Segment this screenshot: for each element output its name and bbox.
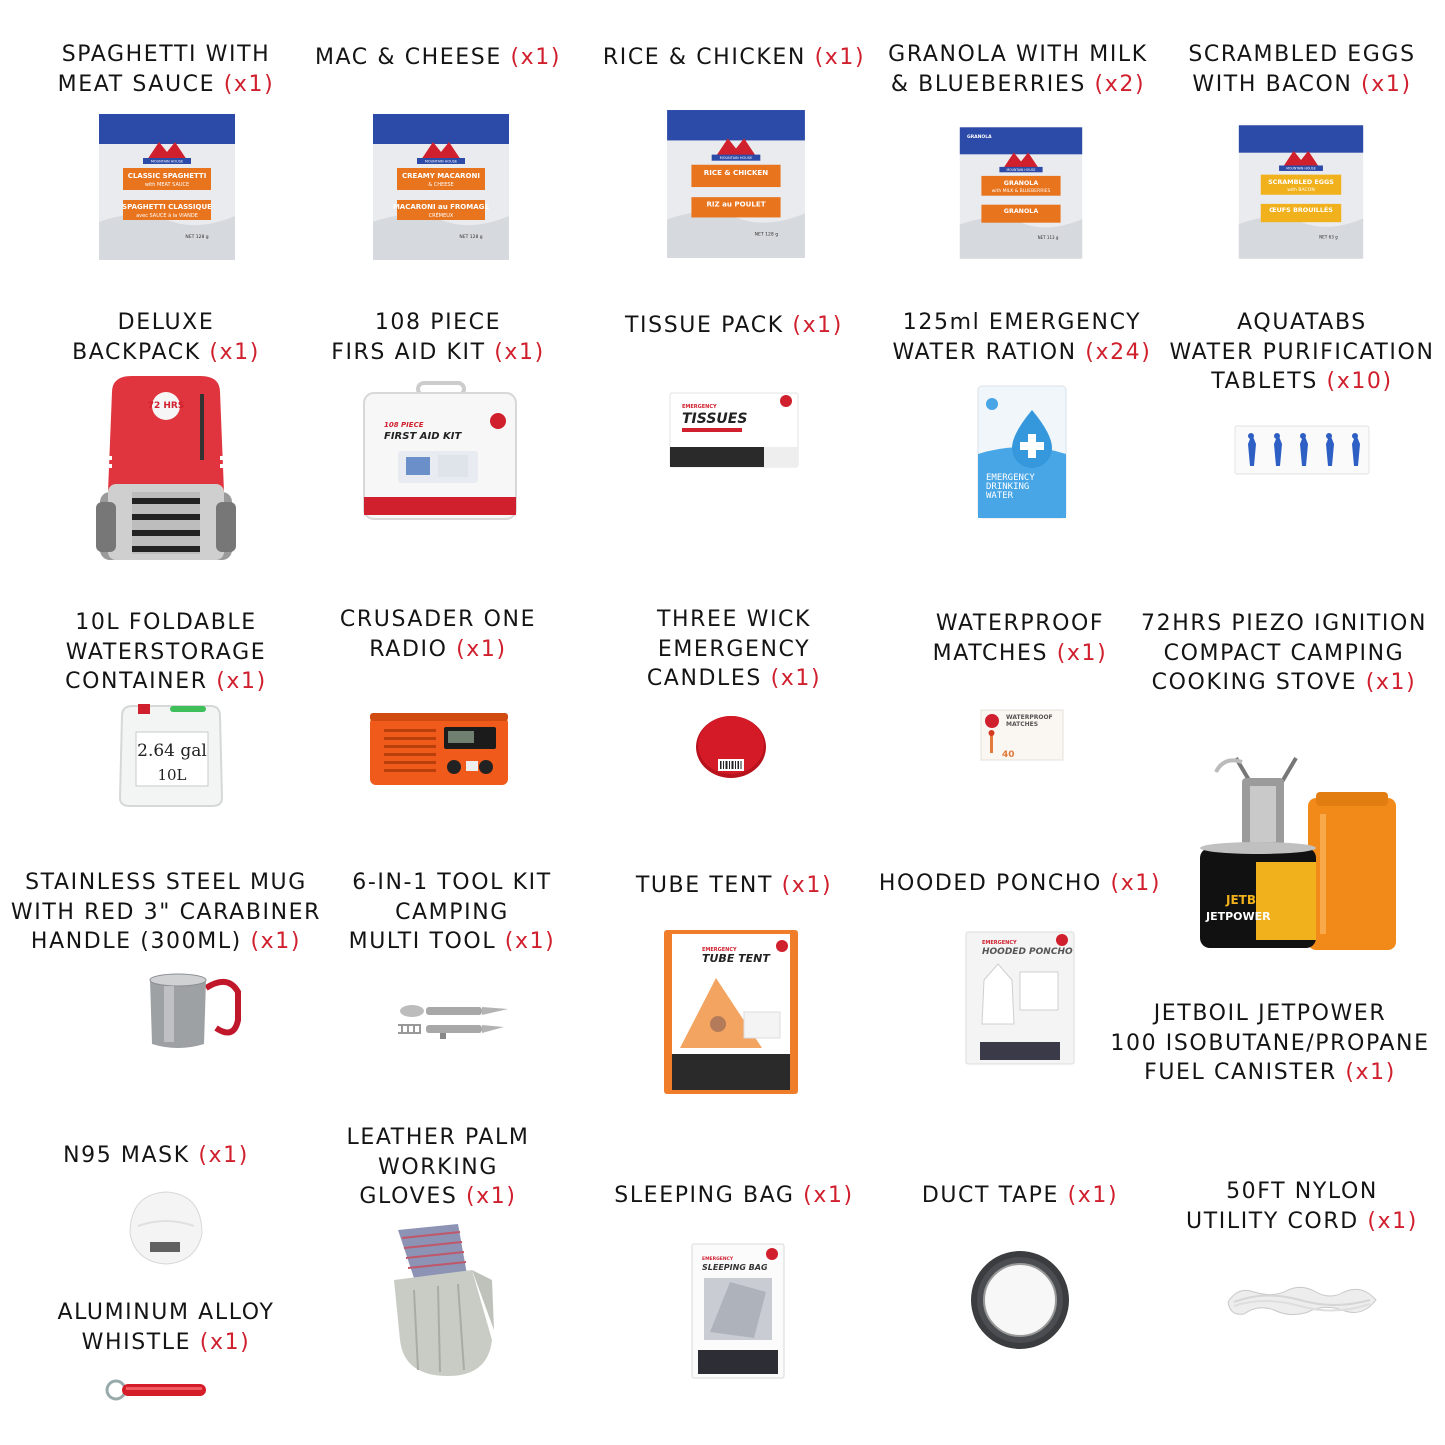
item-quantity: (x1) [770, 666, 822, 691]
pouch-title-line-2: with BACON [1287, 188, 1315, 194]
item-label-21 [57, 1298, 274, 1357]
item-quantity: (x1) [198, 1143, 249, 1168]
item-quantity: (x1) [1067, 1183, 1119, 1208]
item-label-22 [346, 1123, 529, 1212]
scrambled-eggs-pouch-image [1237, 116, 1365, 268]
item-quantity: (x1) [1361, 71, 1412, 97]
item-name-line: MEAT SAUCE [57, 71, 216, 97]
n95-mask-image [124, 1186, 206, 1268]
spaghetti-pouch-image [97, 112, 237, 262]
pouch-net-weight: NET 128 g [754, 232, 779, 238]
water-container-liters: 10L [157, 766, 187, 784]
item-name-line: GRANOLA WITH MILK [888, 42, 1148, 67]
item-name-line: & BLUEBERRIES [890, 71, 1086, 97]
item-name-line: WATERPROOF [935, 611, 1105, 636]
pouch-title-line-2: & CHEESE [428, 182, 454, 188]
pouch-title-line-1: CREAMY MACARONI [402, 172, 480, 180]
whistle-image [104, 1378, 208, 1402]
item-label-24 [922, 1181, 1118, 1211]
pouch-french-line-2: CRÉMEUX [428, 213, 454, 219]
multi-tool-image [396, 1003, 512, 1039]
item-label-17 [636, 871, 832, 901]
item-quantity: (x1) [1367, 1208, 1418, 1234]
item-quantity: (x1) [1345, 1060, 1396, 1085]
water-container-gallons: 2.64 gal [137, 741, 207, 761]
pouch-title-line-1: GRANOLA [1003, 179, 1039, 187]
item-label-2 [603, 43, 865, 73]
item-quantity: (x1) [199, 1329, 251, 1355]
water-ration-image [976, 384, 1068, 520]
first-aid-kit-image [362, 383, 518, 521]
pouch-brand: MOUNTAIN HOUSE [1006, 167, 1036, 172]
item-name-line: CONTAINER [65, 669, 208, 694]
sleeping-bag-small-text: EMERGENCY [702, 1257, 734, 1262]
tube-tent-small-text: EMERGENCY [702, 947, 737, 953]
poncho-small-text: EMERGENCY [982, 940, 1017, 946]
item-name-line: LEATHER PALM [346, 1125, 530, 1150]
pouch-net-weight: NET 113 g [1037, 234, 1059, 240]
item-name-line: JETBOIL JETPOWER [1153, 1001, 1387, 1026]
mac-cheese-pouch-image [370, 112, 512, 262]
item-name-line: WATER PURIFICATION [1169, 339, 1435, 365]
pouch-net-weight: NET 128 g [185, 235, 209, 240]
item-name-line: MATCHES [932, 640, 1049, 666]
item-name-line: MULTI TOOL [348, 929, 497, 954]
item-quantity: (x10) [1326, 369, 1393, 394]
item-label-8 [893, 308, 1152, 367]
item-name-line: DELUXE [117, 310, 215, 335]
gloves-image [388, 1220, 496, 1378]
matches-text-2: MATCHES [1006, 721, 1039, 728]
item-name-line: DUCT TAPE [921, 1183, 1059, 1208]
pouch-net-weight: NET 128 g [459, 235, 483, 240]
item-name-line: COMPACT CAMPING [1163, 640, 1405, 666]
item-name-line: AQUATABS [1237, 310, 1367, 335]
duct-tape-image [970, 1250, 1070, 1350]
pouch-title-line-2: with MILK & BLUEBERRIES [991, 189, 1051, 195]
candle-image [694, 711, 768, 779]
item-quantity: (x1) [250, 929, 302, 954]
sleeping-bag-title: SLEEPING BAG [702, 1263, 768, 1272]
backpack-image [92, 372, 240, 568]
item-name-line: WITH BACON [1192, 71, 1353, 97]
item-name-line: CRUSADER ONE [339, 607, 537, 632]
item-name-line: 72HRS PIEZO IGNITION [1141, 611, 1427, 636]
item-quantity: (x1) [465, 1184, 517, 1209]
item-quantity: (x1) [216, 669, 267, 694]
item-name-line: GLOVES [359, 1184, 458, 1209]
pouch-french-line-1: ŒUFS BROUILLÉS [1269, 206, 1333, 215]
item-label-19 [1110, 999, 1429, 1088]
item-name-line: 125ml EMERGENCY [902, 310, 1142, 335]
item-name-line: WITH RED 3" CARABINER [10, 899, 322, 925]
matches-image [980, 709, 1064, 761]
item-name-line: 50FT NYLON [1226, 1179, 1378, 1204]
item-label-25 [1186, 1177, 1418, 1236]
item-label-16 [349, 868, 556, 957]
item-label-10 [65, 608, 267, 697]
item-name-line: EMERGENCY [657, 636, 811, 662]
canister-brand: JETBOIL [1226, 893, 1279, 907]
tissue-pack-title: TISSUES [682, 411, 748, 427]
item-label-14 [1141, 609, 1427, 698]
item-name-line: HANDLE (300ML) [30, 929, 242, 954]
item-name-line: N95 MASK [63, 1143, 190, 1168]
pouch-french-line-1: MACARONI au FROMAGE [392, 203, 490, 211]
pouch-brand: MOUNTAIN HOUSE [424, 159, 458, 164]
item-name-line: UTILITY CORD [1186, 1208, 1359, 1234]
item-label-12 [647, 605, 821, 694]
item-label-15 [11, 868, 321, 957]
item-label-0 [58, 40, 275, 99]
item-label-6 [331, 308, 545, 367]
item-name-line: RADIO [369, 636, 448, 662]
backpack-logo-text: 72 HRS [147, 401, 185, 411]
item-quantity: (x1) [456, 636, 507, 662]
item-name-line: 10L FOLDABLE [75, 610, 257, 635]
pouch-brand: MOUNTAIN HOUSE [1286, 166, 1316, 171]
nylon-cord-image [1224, 1282, 1380, 1320]
pouch-title-line-2: with MEAT SAUCE [144, 182, 190, 188]
item-label-18 [879, 869, 1161, 899]
pouch-brand: MOUNTAIN HOUSE [150, 159, 184, 164]
water-ration-text-3: WATER [986, 491, 1014, 501]
item-name-line: TABLETS [1211, 369, 1318, 394]
pouch-french-line-1: SPAGHETTI CLASSIQUE [122, 203, 212, 211]
mug-image [146, 970, 242, 1052]
tube-tent-title: TUBE TENT [702, 952, 770, 965]
item-label-7 [625, 311, 843, 341]
item-name-line: 108 PIECE [374, 310, 502, 335]
item-name-line: WATER RATION [892, 339, 1077, 365]
pouch-title-line-1: SCRAMBLED EGGS [1268, 177, 1334, 186]
matches-count: 40 [1002, 750, 1015, 760]
tube-tent-image [662, 928, 800, 1096]
item-quantity: (x1) [1056, 640, 1108, 666]
water-container-image [116, 702, 226, 808]
item-name-line: ALUMINUM ALLOY [57, 1300, 275, 1325]
item-name-line: CAMPING [395, 899, 509, 925]
item-label-5 [72, 308, 260, 367]
item-name-line: SPAGHETTI WITH [61, 42, 271, 67]
water-ration-text-2: DRINKING [986, 482, 1030, 492]
tissue-pack-image [668, 391, 800, 471]
item-label-3 [888, 40, 1148, 99]
tissue-pack-small-text: EMERGENCY [682, 404, 717, 410]
item-quantity: (x1) [814, 45, 866, 70]
item-label-9 [1170, 308, 1435, 397]
item-name-line: BACKPACK [72, 339, 201, 365]
item-quantity: (x1) [504, 929, 556, 954]
item-label-4 [1188, 40, 1415, 99]
item-quantity: (x1) [803, 1183, 854, 1208]
item-name-line: COOKING STOVE [1151, 670, 1358, 695]
item-name-line: MAC & CHEESE [314, 45, 502, 70]
item-quantity: (x1) [1110, 871, 1162, 896]
stove-and-canister-image [1196, 752, 1400, 950]
item-label-1 [315, 43, 561, 73]
item-name-line: THREE WICK [656, 607, 812, 632]
item-name-line: CANDLES [646, 666, 762, 691]
item-quantity: (x1) [781, 873, 833, 898]
item-quantity: (x1) [494, 339, 545, 365]
pouch-net-weight: NET 63 g [1319, 234, 1338, 240]
item-name-line: WHISTLE [81, 1329, 192, 1355]
item-name-line: HOODED PONCHO [878, 871, 1102, 896]
pouch-brand: MOUNTAIN HOUSE [719, 156, 753, 161]
aquatabs-image [1234, 424, 1370, 476]
item-name-line: FUEL CANISTER [1144, 1060, 1337, 1085]
sleeping-bag-image [690, 1242, 786, 1380]
first-aid-kit-title: FIRST AID KIT [384, 431, 462, 442]
item-name-line: TUBE TENT [635, 873, 773, 898]
rice-chicken-pouch-image [665, 108, 807, 260]
first-aid-kit-subtitle: 108 PIECE [384, 421, 424, 429]
item-quantity: (x1) [792, 313, 843, 338]
item-label-11 [340, 605, 536, 664]
item-label-13 [933, 609, 1108, 668]
item-name-line: SCRAMBLED EGGS [1188, 42, 1416, 67]
item-quantity: (x1) [223, 71, 275, 97]
item-quantity: (x1) [209, 339, 260, 365]
poncho-title: HOODED PONCHO [982, 947, 1073, 957]
item-name-line: 100 ISOBUTANE/PROPANE [1110, 1030, 1430, 1056]
item-quantity: (x1) [1365, 670, 1417, 695]
item-quantity: (x2) [1094, 71, 1146, 97]
item-name-line: WATERSTORAGE [65, 639, 267, 665]
item-name-line: FIRS AID KIT [331, 339, 486, 365]
item-name-line: RICE & CHICKEN [602, 45, 806, 70]
item-label-20 [63, 1141, 249, 1171]
pouch-top-label: GRANOLA [967, 135, 992, 141]
pouch-french-line-2: avec SAUCE à la VIANDE [136, 213, 198, 219]
item-name-line: STAINLESS STEEL MUG [25, 870, 307, 895]
item-quantity: (x1) [510, 45, 562, 70]
water-ration-text-1: EMERGENCY [986, 473, 1035, 483]
canister-product: JETPOWER [1206, 910, 1271, 923]
item-name-line: WORKING [378, 1154, 498, 1180]
item-name-line: 6-IN-1 TOOL KIT [352, 870, 552, 895]
poncho-image [964, 930, 1076, 1066]
item-quantity: (x24) [1085, 339, 1152, 365]
pouch-french-line-1: RIZ au POULET [706, 199, 766, 209]
item-name-line: TISSUE PACK [625, 313, 784, 338]
item-label-23 [614, 1181, 853, 1211]
pouch-french-line-1: GRANOLA [1003, 207, 1039, 215]
item-name-line: SLEEPING BAG [614, 1183, 795, 1208]
pouch-title-line-1: RICE & CHICKEN [703, 167, 769, 177]
granola-pouch-image [958, 118, 1084, 268]
pouch-title-line-1: CLASSIC SPAGHETTI [127, 172, 207, 180]
radio-image [368, 711, 510, 787]
matches-text-1: WATERPROOF [1006, 714, 1053, 721]
